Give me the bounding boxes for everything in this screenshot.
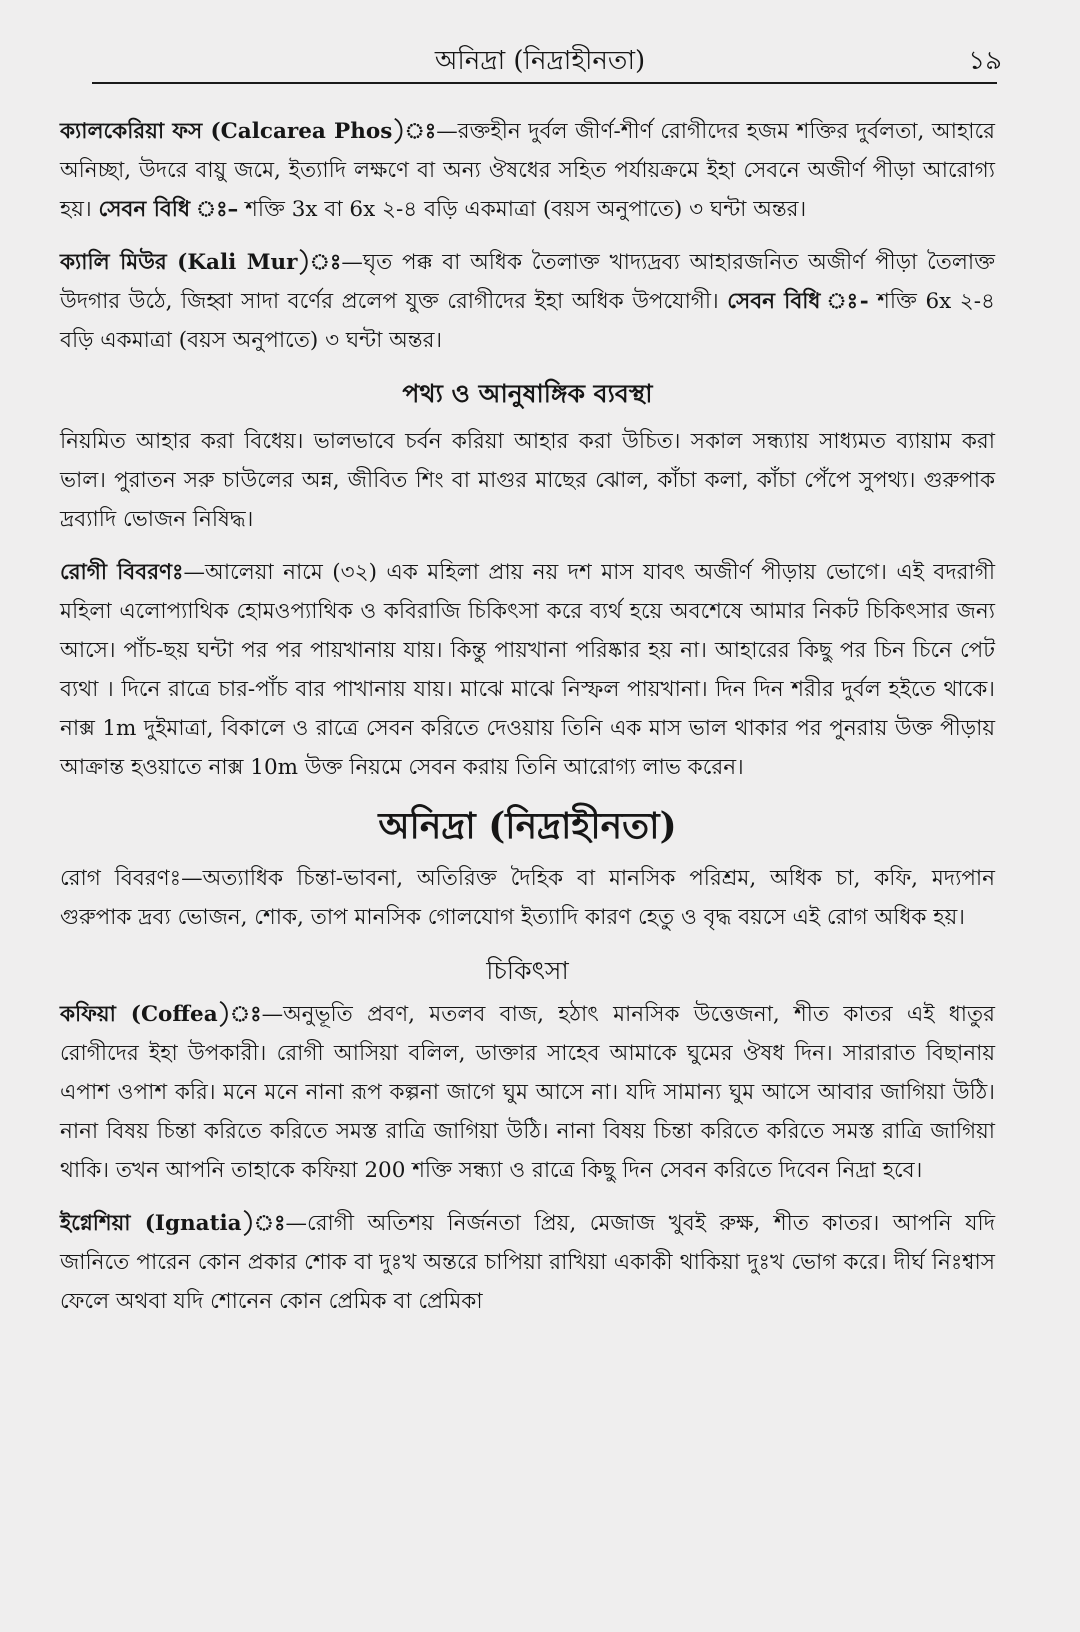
running-title: অনিদ্রা (নিদ্রাহীনতা)	[434, 46, 646, 76]
entry-coffea	[60, 995, 995, 1190]
entry-text: —অনুভূতি প্রবণ, মতলব বাজ, হঠাৎ মানসিক উত্তেজনা, শীত কাতর এই ধাতুর রোগীদের ইহা উপকারী। রোগী আসিয়া বলিল, ডাক্তার সাহেব আমাকে ঘুমের ঔষধ দিন। সারারাত বিছানায় এপাশ ওপাশ করি। মনে মনে নানা রূপ কল্পনা জাগে ঘুম আসে না। যদি সামান্য ঘুম আসে আবার জাগিয়া উঠি। নানা বিষয় চিন্তা করিতে করিতে সমস্ত রাত্রি জাগিয়া উঠি। নানা বিষয় চিন্তা করিতে করিতে সমস্ত রাত্রি জাগিয়া থাকি। তখন আপনি তাহাকে কফিয়া 200 শক্তি সন্ধ্যা ও রাত্রে কিছু দিন সেবন করিতে দিবেন নিদ্রা হবে।	[60, 1002, 996, 1183]
dose-text: শক্তি 6x ২-৪ বড়ি একমাত্রা (বয়স অনুপাতে) ৩ ঘন্টা অন্তর।	[60, 289, 995, 353]
entry-ignatia	[60, 1204, 995, 1321]
disease-label: রোগ বিবরণঃ	[60, 866, 182, 891]
entry-text: —ঘৃত পক্ক বা অধিক তৈলাক্ত খাদ্যদ্রব্য আহারজনিত অজীর্ণ পীড়া তৈলাক্ত উদগার উঠে, জিহ্বা সাদা বর্ণের প্রলেপ যুক্ত রোগীদের ইহা অধিক উপযোগী।	[60, 250, 995, 314]
dose-label: সেবন বিধি ঃ-	[727, 289, 869, 314]
entry-term: ক্যালকেরিয়া ফস (Calcarea Phos)ঃ	[60, 119, 437, 144]
entry-term: কফিয়া (Coffea)ঃ	[60, 1002, 262, 1027]
entry-kali-mur	[60, 243, 995, 360]
disease-text: —অত্যাধিক চিন্তা-ভাবনা, অতিরিক্ত দৈহিক বা মানসিক পরিশ্রম, অধিক চা, কফি, মদ্যপান গুরুপাক দ্রব্য ভোজন, শোক, তাপ মানসিক গোলযোগ ইত্যাদি কারণ হেতু ও বৃদ্ধ বয়সে এই রোগ অধিক হয়।	[60, 866, 995, 930]
dose-label: সেবন বিধি ঃ–	[98, 197, 239, 222]
header-rule	[92, 82, 997, 84]
running-header	[0, 40, 1080, 80]
entry-calcarea-phos	[60, 112, 995, 229]
page-number: ১৯	[968, 46, 1002, 76]
dose-text: শক্তি 3x বা 6x ২-৪ বড়ি একমাত্রা (বয়স অনুপাতে) ৩ ঘন্টা অন্তর।	[238, 197, 807, 222]
diet-heading: পথ্য ও আনুষাঙ্গিক ব্যবস্থা	[402, 379, 653, 408]
chapter-title: অনিদ্রা (নিদ্রাহীনতা)	[378, 805, 677, 847]
case-study	[60, 553, 995, 787]
disease-description	[60, 859, 995, 937]
entry-term: ইগ্নেশিয়া (Ignatia)ঃ	[60, 1211, 286, 1236]
case-study-text: —আলেয়া নামে (৩২) এক মহিলা প্রায় নয় দশ মাস যাবৎ অজীর্ণ পীড়ায় ভোগে। এই বদরাগী মহিলা এলোপ্যাথিক হোমওপ্যাথিক ও কবিরাজি চিকিৎসা করে ব্যর্থ হয়ে অবশেষে আমার নিকট চিকিৎসার জন্য আসে। পাঁচ-ছয় ঘন্টা পর পর পায়খানায় যায়। কিন্তু পায়খানা পরিষ্কার হয় না। আহারের কিছু পর চিন চিনে পেট ব্যথা । দিনে রাত্রে চার-পাঁচ বার পাখানায় যায়। মাঝে মাঝে নিস্ফল পায়খানা। দিন দিন শরীর দুর্বল হইতে থাকে। নাক্স 1m দুইমাত্রা, বিকালে ও রাত্রে সেবন করিতে দেওয়ায় তিনি এক মাস ভাল থাকার পর পুনরায় উক্ত পীড়ায় আক্রান্ত হওয়াতে নাক্স 10m উক্ত নিয়মে সেবন করায় তিনি আরোগ্য লাভ করেন।	[60, 560, 995, 780]
entry-term: ক্যালি মিউর (Kali Mur)ঃ	[60, 250, 342, 275]
case-study-label: রোগী বিবরণঃ	[60, 560, 184, 585]
page-body	[60, 112, 995, 1335]
entry-text: —রক্তহীন দুর্বল জীর্ণ-শীর্ণ রোগীদের হজম শক্তির দুর্বলতা, আহারে অনিচ্ছা, উদরে বায়ু জমে, ইত্যাদি লক্ষণে বা অন্য ঔষধের সহিত পর্যায়ক্রমে ইহা সেবনে অজীর্ণ পীড়া আরোগ্য হয়।	[60, 119, 995, 222]
treatment-heading: চিকিৎসা	[486, 956, 569, 985]
diet-paragraph: নিয়মিত আহার করা বিধেয়। ভালভাবে চর্বন করিয়া আহার করা উচিত। সকাল সন্ধ্যায় সাধ্যমত ব্যায়াম করা ভাল। পুরাতন সরু চাউলের অন্ন, জীবিত শিং বা মাগুর মাছের ঝোল, কাঁচা কলা, কাঁচা পেঁপে সুপথ্য। গুরুপাক দ্রব্যাদি ভোজন নিষিদ্ধ।	[60, 429, 995, 532]
entry-text: —রোগী অতিশয় নির্জনতা প্রিয়, মেজাজ খুবই রুক্ষ, শীত কাতর। আপনি যদি জানিতে পারেন কোন প্রকার শোক বা দুঃখ অন্তরে চাপিয়া রাখিয়া একাকী থাকিয়া দুঃখ ভোগ করে। দীর্ঘ নিঃশ্বাস ফেলে অথবা যদি শোনেন কোন প্রেমিক বা প্রেমিকা	[60, 1211, 996, 1314]
